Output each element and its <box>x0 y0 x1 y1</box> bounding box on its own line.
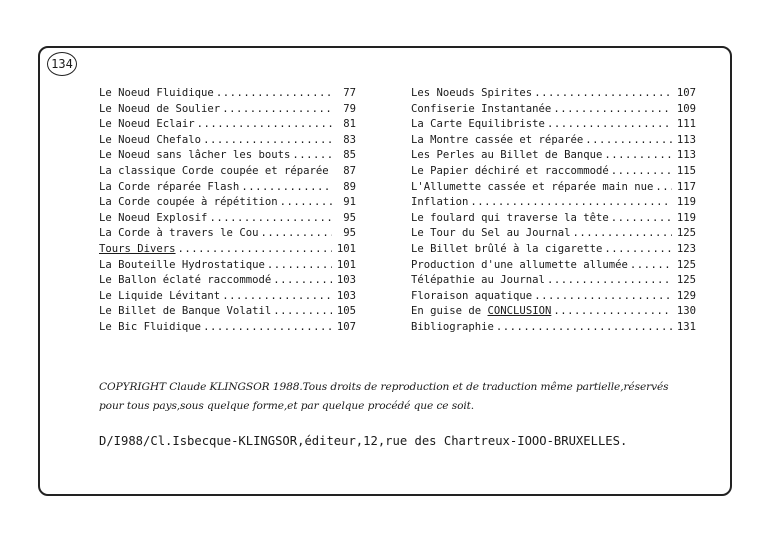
toc-entry-title: Floraison aquatique <box>411 289 533 302</box>
toc-entry-title: La Corde coupée à répétition <box>99 196 278 209</box>
toc-entry-page: 125 <box>676 258 696 271</box>
toc-entry <box>411 117 696 133</box>
dot-leader <box>611 211 672 227</box>
dot-leader <box>496 320 672 336</box>
dot-leader <box>470 195 672 211</box>
toc-entry-page: 95 <box>343 211 356 224</box>
dot-leader <box>331 164 332 180</box>
toc-entry-page: 119 <box>676 211 696 224</box>
toc-entry <box>99 242 356 258</box>
dot-leader <box>203 133 332 149</box>
toc-entry-title: Bibliographie <box>411 320 494 333</box>
toc-entry <box>99 289 356 305</box>
toc-entry <box>99 304 356 320</box>
toc-entry-title: Le Noeud Fluidique <box>99 87 214 99</box>
toc-entry-title: Tours Divers <box>99 242 176 255</box>
toc-entry-title: Le foulard qui traverse la tête <box>411 211 609 224</box>
toc-entry-page: 117 <box>676 180 696 193</box>
toc-entry <box>99 180 356 196</box>
toc-entry-title: La Carte Equilibriste <box>411 118 545 131</box>
dot-leader <box>222 102 332 118</box>
dot-leader <box>222 289 332 305</box>
toc-entry-title-prefix: En guise de <box>411 305 488 318</box>
toc-entry <box>411 180 696 196</box>
toc-entry-page: 113 <box>676 149 696 162</box>
toc-entry <box>99 102 356 118</box>
toc-left-column <box>99 86 356 336</box>
toc-entry-title: La Corde réparée Flash <box>99 180 240 193</box>
toc-entry-page: 89 <box>343 180 356 193</box>
dot-leader <box>534 86 672 102</box>
toc-entry-page: 103 <box>336 274 356 287</box>
toc-entry-page: 85 <box>343 149 356 162</box>
toc-entry-page: 125 <box>676 227 696 240</box>
toc-entry-title: Le Bic Fluidique <box>99 320 202 333</box>
toc-entry-title: Le Ballon éclaté raccommodé <box>99 274 272 287</box>
toc-entry <box>411 258 696 274</box>
toc-entry-title: Le Liquide Lévitant <box>99 289 221 302</box>
toc-entry-title: La Bouteille Hydrostatique <box>99 258 265 271</box>
toc-entry-title: Production d'une allumette allumée <box>411 258 628 271</box>
dot-leader <box>203 320 332 336</box>
dot-leader <box>260 226 332 242</box>
dot-leader <box>611 164 672 180</box>
toc-entry-title: Le Noeud Explosif <box>99 211 208 224</box>
toc-entry-title: Le Billet de Banque Volatil <box>99 305 272 318</box>
dot-leader <box>534 289 672 305</box>
dot-leader <box>197 117 332 133</box>
dot-leader <box>241 180 332 196</box>
toc-entry <box>99 164 356 180</box>
dot-leader <box>630 258 672 274</box>
toc-entry-title <box>411 304 551 320</box>
dot-leader <box>216 86 332 102</box>
toc-entry <box>411 226 696 242</box>
toc-entry-page: 87 <box>343 164 356 177</box>
toc-entry <box>99 273 356 289</box>
toc-entry <box>411 148 696 164</box>
toc-right-column <box>411 86 696 336</box>
toc-entry-title: La Montre cassée et réparée <box>411 133 584 146</box>
copyright-line-1: COPYRIGHT Claude KLINGSOR 1988.Tous droits de reproduction et de traduction même partielle,réservés <box>99 381 669 393</box>
toc-entry-title: Le Noeud sans lâcher les bouts <box>99 149 291 162</box>
toc-entry-title: Le Noeud de Soulier <box>99 102 221 115</box>
toc-entry-page: 131 <box>676 320 696 333</box>
toc-entry <box>99 148 356 164</box>
toc-entry <box>99 320 356 336</box>
dot-leader <box>572 226 672 242</box>
toc-entry-title: La classique Corde coupée et réparée <box>99 164 329 177</box>
dot-leader <box>655 180 672 196</box>
dot-leader <box>273 304 332 320</box>
toc-entry-page: 107 <box>336 320 356 333</box>
toc-entry <box>411 273 696 289</box>
toc-entry <box>99 226 356 242</box>
toc-entry-page: 115 <box>676 164 696 177</box>
toc-entry-page: 119 <box>676 196 696 209</box>
toc-entry-title: L'Allumette cassée et réparée main nue <box>411 180 654 193</box>
toc-entry <box>411 133 696 149</box>
toc-entry <box>411 242 696 258</box>
toc-entry-title: Le Tour du Sel au Journal <box>411 227 571 240</box>
toc-entry-page: 129 <box>676 289 696 302</box>
toc-entry-page: 123 <box>676 242 696 255</box>
toc-entry-title: Le Billet brûlé à la cigarette <box>411 242 603 255</box>
toc-entry-page: 77 <box>343 87 356 99</box>
copyright-line-2: pour tous pays,sous quelque forme,et par quelque procédé que ce soit. <box>99 400 475 412</box>
toc-entry <box>411 102 696 118</box>
publisher-line: D/I988/Cl.Isbecque-KLINGSOR,éditeur,12,rue des Chartreux-IOOO-BRUXELLES. <box>99 434 628 448</box>
dot-leader <box>209 211 332 227</box>
toc-entry-page: 125 <box>676 274 696 287</box>
toc-entry-page: 109 <box>676 102 696 115</box>
toc-entry-title: Inflation <box>411 196 469 209</box>
dot-leader <box>585 133 672 149</box>
toc-entry-page: 95 <box>343 227 356 240</box>
toc-entry <box>411 164 696 180</box>
dot-leader <box>267 258 332 274</box>
toc-entry-title: Le Noeud Chefalo <box>99 133 202 146</box>
toc-entry-title: Le Papier déchiré et raccommodé <box>411 164 609 177</box>
toc-entry <box>99 86 356 102</box>
dot-leader <box>553 102 672 118</box>
toc-entry <box>99 258 356 274</box>
toc-entry-page: 79 <box>343 102 356 115</box>
toc-entry <box>411 304 696 320</box>
dot-leader <box>547 117 672 133</box>
toc-entry <box>99 117 356 133</box>
toc-entry-title: Les Noeuds Spirites <box>411 87 533 99</box>
dot-leader <box>292 148 332 164</box>
toc-entry-page: 101 <box>336 242 356 255</box>
toc-entry-page: 101 <box>336 258 356 271</box>
toc-entry-page: 113 <box>676 133 696 146</box>
toc-entry-title-underlined: CONCLUSION <box>487 305 552 318</box>
toc-entry <box>99 195 356 211</box>
toc-entry <box>99 211 356 227</box>
toc-entry-page: 105 <box>336 305 356 318</box>
toc-entry-page: 130 <box>676 305 696 318</box>
toc-entry-page: 91 <box>343 196 356 209</box>
toc-entry <box>411 86 696 102</box>
toc-entry-title: Le Noeud Eclair <box>99 118 195 131</box>
toc-entry-title: Confiserie Instantanée <box>411 102 552 115</box>
toc-entry-title: Télépathie au Journal <box>411 274 545 287</box>
dot-leader <box>553 304 672 320</box>
toc-entry-title: Les Perles au Billet de Banque <box>411 149 603 162</box>
toc-entry-page: 107 <box>676 87 696 99</box>
dot-leader <box>178 242 332 258</box>
toc-entry <box>99 133 356 149</box>
toc-entry-page: 83 <box>343 133 356 146</box>
toc-entry-page: 111 <box>676 118 696 131</box>
dot-leader <box>604 242 672 258</box>
toc-entry-page: 81 <box>343 118 356 131</box>
page-number: 134 <box>47 52 77 76</box>
dot-leader <box>547 273 672 289</box>
toc-entry <box>411 289 696 305</box>
toc-entry-page: 103 <box>336 289 356 302</box>
toc-entry <box>411 211 696 227</box>
toc-entry <box>411 195 696 211</box>
dot-leader <box>604 148 672 164</box>
copyright-notice <box>99 378 714 416</box>
toc-entry-title: La Corde à travers le Cou <box>99 227 259 240</box>
dot-leader <box>280 195 332 211</box>
toc-entry <box>411 320 696 336</box>
dot-leader <box>273 273 332 289</box>
